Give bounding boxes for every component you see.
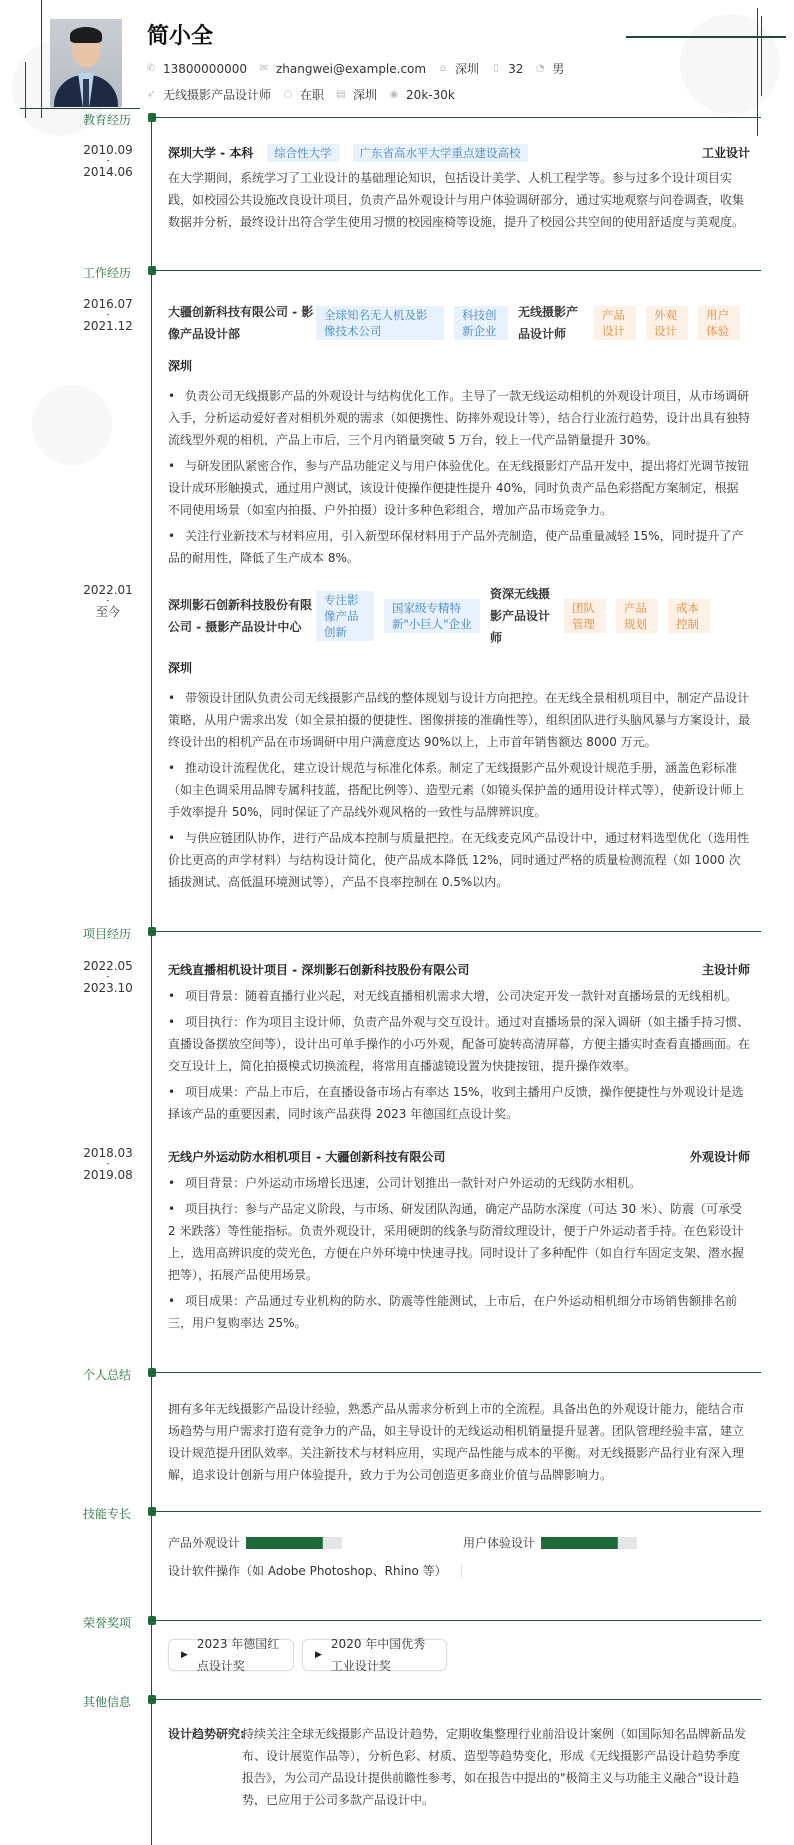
phone-icon: ✆	[146, 62, 156, 74]
project-date: 2018.03 - 2019.08	[83, 1146, 133, 1182]
work-entry	[168, 583, 750, 893]
company-tag: 全球知名无人机及影像技术公司	[316, 306, 444, 340]
awards-list	[168, 1639, 750, 1671]
section-divider	[152, 1620, 761, 1621]
company-name: 大疆创新科技有限公司 - 影像产品设计部	[168, 305, 314, 341]
school-tag: 综合性大学	[267, 144, 339, 162]
decor-circle-top-right	[680, 14, 780, 114]
decor-line	[41, 0, 42, 118]
section-divider	[152, 1372, 761, 1373]
work-city: 深圳	[168, 359, 193, 373]
project-title: 无线户外运动防水相机项目 - 大疆创新科技有限公司	[168, 1150, 446, 1164]
contact-email: ✉ zhangwei@example.com	[259, 61, 427, 76]
skill-tag: 成本控制	[668, 599, 710, 633]
candidate-name: 简小全	[147, 24, 214, 49]
section-title-work: 工作经历	[83, 266, 132, 280]
job-city: ▤ 深圳	[336, 88, 378, 102]
project-bullet: • 项目成果：产品通过专业机构的防水、防震等性能测试，上市后，在户外运动相机细分市场销售额排名前三，用户复购率达 25%。	[168, 1290, 750, 1334]
triangle-right-icon: ▶	[315, 1650, 322, 1660]
skill-level-bar	[246, 1537, 342, 1549]
project-date: 2022.05 - 2023.10	[83, 959, 133, 995]
project-role: 外观设计师	[689, 1150, 750, 1164]
skill-name: 产品外观设计	[168, 1536, 241, 1550]
skill-text: 设计软件操作（如 Adobe Photoshop、Rhino 等）	[168, 1564, 447, 1578]
avatar	[50, 19, 122, 107]
work-bullet: • 带领设计团队负责公司无线摄影产品线的整体规划与设计方向把控。在无线全景相机项目中，制定产品设计策略，从用户需求出发（如全景拍摄的便捷性、图像拼接的准确性等），组织团队进行头脑风暴与方案设计，最终设计出的相机产品在市场调研中用户满意度达 90%以上，上市首年销售额达 8000 万元。	[168, 687, 750, 753]
project-title: 无线直播相机设计项目 - 深圳影石创新科技股份有限公司	[168, 963, 470, 977]
job-title: 无线摄影产品设计师	[518, 305, 579, 341]
other-info	[168, 1723, 750, 1811]
project-bullet: • 项目执行：作为项目主设计师，负责产品外观与交互设计。通过对直播场景的深入调研（如主播手持习惯、直播设备摆放空间等），设计出可单手操作的小巧外观，配备可旋转高清屏幕，方便主播实时查看直播画面。在交互设计上，简化拍摄模式切换流程，将常用直播滤镜设置为快捷按钮，提升操作效率。	[168, 1011, 750, 1077]
job-target: ➶ 无线摄影产品设计师	[146, 88, 272, 102]
skill-level-fill	[541, 1537, 618, 1549]
section-divider	[152, 1699, 761, 1700]
work-bullet: • 与供应链团队协作，进行产品成本控制与质量把控。在无线麦克风产品设计中，通过材料选型优化（选用性价比更高的声学材料）与结构设计简化，使产品成本降低 12%，同时通过严格的质量检测流程（如 1000 次插拔测试、高低温环境测试等），产品不良率控制在 0.5%以内。	[168, 827, 750, 893]
contact-phone: ✆ 13800000000	[146, 61, 247, 76]
project-entry	[168, 1146, 750, 1334]
summary-text: 拥有多年无线摄影产品设计经验，熟悉产品从需求分析到上市的全流程。具备出色的外观设计能力，能结合市场趋势与用户需求打造有竞争力的产品，如主导设计的无线运动相机销量提升显著。团队管理经验丰富，建立设计规范提升团队效率。关注新技术与材料应用，实现产品性能与成本的平衡。对无线摄影产品行业有深入理解，追求设计创新与用户体验提升，致力于为公司创造更多商业价值与品牌影响力。	[168, 1402, 745, 1482]
skill-item	[168, 1532, 463, 1554]
company-tag: 国家级专精特新"小巨人"企业	[384, 599, 480, 633]
section-divider	[152, 270, 761, 271]
school-tag: 广东省高水平大学重点建设高校	[353, 144, 528, 162]
section-divider	[152, 1511, 761, 1512]
home-icon: ⌂	[439, 62, 447, 74]
section-divider	[152, 117, 761, 118]
work-bullet: • 推动设计流程优化，建立设计规范与标准化体系。制定了无线摄影产品外观设计规范手册，涵盖色彩标准（如主色调采用品牌专属科技蓝，搭配比例等）、造型元素（如镜头保护盖的通用设计样式等），使新设计师上手效率提升 50%，同时保证了产品线外观风格的一致性与品牌辨识度。	[168, 757, 750, 823]
contact-age: ▯ 32	[491, 62, 523, 76]
gender-icon: ◔	[536, 62, 545, 74]
job-intent-row	[146, 86, 467, 103]
divider	[461, 1564, 462, 1578]
job-title: 资深无线摄影产品设计师	[490, 587, 551, 645]
project-entry	[168, 959, 750, 1125]
company-name: 深圳影石创新科技股份有限公司 - 摄影产品设计中心	[168, 598, 313, 634]
skill-tag: 用户体验	[698, 306, 740, 340]
work-bullet: • 负责公司无线摄影产品的外观设计与结构优化工作。主导了一款无线运动相机的外观设计项目，从市场调研入手，分析运动爱好者对相机外观的需求（如便携性、防摔外观设计等），结合行业流行趋势，设计出具有独特流线型外观的相机，产品上市后，三个月内销量突破 5 万台，较上一代产品销量提升 30%。	[168, 385, 750, 451]
building-icon: ▤	[336, 88, 346, 100]
education-entry	[168, 142, 750, 233]
section-title-education: 教育经历	[83, 113, 132, 127]
company-tag: 专注影像产品创新	[316, 591, 374, 641]
section-title-summary: 个人总结	[83, 1368, 132, 1382]
skill-name: 用户体验设计	[463, 1536, 536, 1550]
work-bullet: • 与研发团队紧密合作，参与产品功能定义与用户体验优化。在无线摄影灯产品开发中，提出将灯光调节按钮设计成环形触摸式，通过用户测试，该设计使操作便捷性提升 40%，同时负责产品色彩搭配方案制定，根据不同使用场景（如室内拍摄、户外拍摄）设计多种色彩组合，增加产品市场竞争力。	[168, 455, 750, 521]
decor-line	[761, 16, 762, 96]
contact-gender: ◔ 男	[536, 62, 565, 76]
skills-list	[168, 1532, 750, 1582]
project-bullet: • 项目背景：户外运动市场增长迅速，公司计划推出一款针对户外运动的无线防水相机。	[168, 1172, 750, 1194]
skill-tag: 产品规划	[616, 599, 658, 633]
contact-city: ⌂ 深圳	[439, 62, 480, 76]
skill-tag: 外观设计	[646, 306, 688, 340]
mail-icon: ✉	[259, 62, 269, 74]
project-bullet: • 项目执行：参与产品定义阶段，与市场、研发团队沟通，确定产品防水深度（可达 30 米）、防震（可承受 2 米跌落）等性能指标。负责外观设计，采用硬朗的线条与防滑纹理设计，便于户外运动者手持。在色彩设计上，选用高辨识度的荧光色，方便在户外环境中快速寻找。同时设计了多种配件（如自行车固定支架、潜水握把等），拓展产品使用场景。	[168, 1198, 750, 1286]
other-info-label: 设计趋势研究:	[168, 1727, 245, 1741]
contact-row	[146, 60, 576, 77]
other-info-text: 持续关注全球无线摄影产品设计趋势，定期收集整理行业前沿设计案例（如国际知名品牌新品发布、设计展览作品等），分析色彩、材质、造型等趋势变化，形成《无线摄影产品设计趋势季度报告》，为公司产品设计提供前瞻性参考，如在报告中提出的"极简主义与功能主义融合"设计趋势，已应用于公司多款产品设计中。	[242, 1727, 747, 1807]
skill-item	[463, 1532, 637, 1554]
section-title-other: 其他信息	[83, 1695, 132, 1709]
education-description: 在大学期间，系统学习了工业设计的基础理论知识，包括设计美学、人机工程学等。参与过多个设计项目实践，如校园公共设施改良设计项目，负责产品外观设计与用户体验调研部分，通过实地观察与问卷调查，收集数据并分析，最终设计出符合学生使用习惯的校园座椅等设施，提升了校园公共空间的使用舒适度与美观度。	[168, 171, 745, 229]
skill-tag: 团队管理	[564, 599, 606, 633]
triangle-right-icon: ▶	[181, 1650, 188, 1660]
timeline-axis	[151, 118, 152, 1845]
company-tag: 科技创新企业	[454, 306, 508, 340]
project-role: 主设计师	[701, 963, 750, 977]
age-icon: ▯	[493, 62, 499, 74]
section-title-projects: 项目经历	[83, 927, 132, 941]
work-date: 2022.01 - 至今	[83, 583, 133, 619]
project-bullet: • 项目背景：随着直播行业兴起，对无线直播相机需求大增，公司决定开发一款针对直播场景的无线相机。	[168, 985, 750, 1007]
major: 工业设计	[701, 146, 750, 160]
job-salary: ◉ 20k-30k	[389, 87, 455, 102]
skill-tag: 产品设计	[594, 306, 636, 340]
work-date: 2016.07 - 2021.12	[83, 297, 133, 333]
work-bullet: • 关注行业新技术与材料应用，引入新型环保材料用于产品外壳制造，使产品重量减轻 15%，同时提升了产品的耐用性，降低了生产成本 8%。	[168, 525, 750, 569]
work-city: 深圳	[168, 661, 193, 675]
section-divider	[152, 931, 761, 932]
education-date: 2010.09 - 2014.06	[83, 143, 133, 179]
send-icon: ➶	[146, 88, 156, 100]
skill-level-bar	[541, 1537, 637, 1549]
job-status: ○ 在职	[283, 88, 325, 102]
section-title-skills: 技能专长	[83, 1507, 132, 1521]
award-chip: ▶ 2020 年中国优秀工业设计奖	[302, 1639, 447, 1671]
project-bullet: • 项目成果：产品上市后，在直播设备市场占有率达 15%，收到主播用户反馈，操作便捷性与外观设计是选择该产品的重要因素，同时该产品获得 2023 年德国红点设计奖。	[168, 1081, 750, 1125]
salary-icon: ◉	[389, 88, 399, 100]
status-icon: ○	[283, 88, 293, 100]
decor-line	[626, 36, 786, 38]
school-name: 深圳大学 - 本科	[168, 146, 254, 160]
skill-level-fill	[246, 1537, 323, 1549]
section-title-awards: 荣誉奖项	[83, 1616, 132, 1630]
work-entry	[168, 301, 750, 569]
decor-circle-left	[32, 385, 112, 465]
award-chip: ▶ 2023 年德国红点设计奖	[168, 1639, 294, 1671]
decor-line	[25, 62, 26, 118]
decor-line	[20, 108, 140, 109]
